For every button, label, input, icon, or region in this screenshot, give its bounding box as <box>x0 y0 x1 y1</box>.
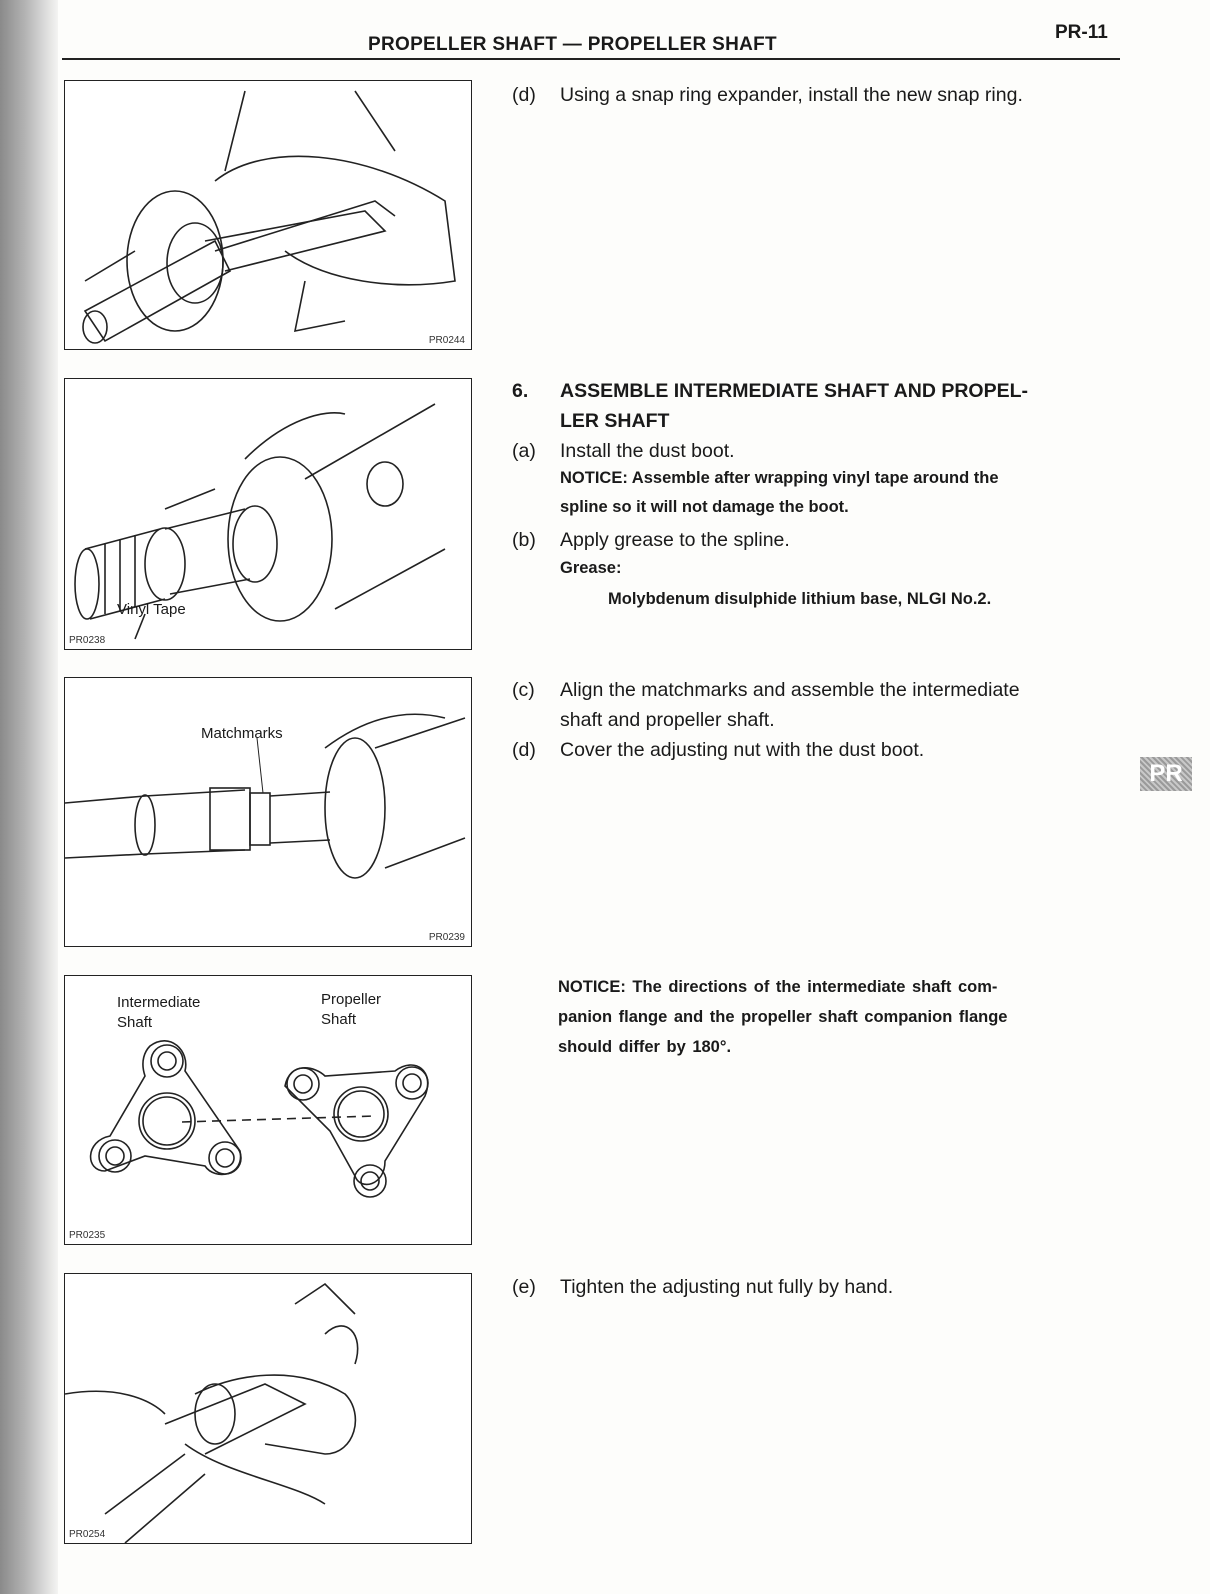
notice-line: spline so it will not damage the boot. <box>560 498 849 516</box>
step-key: (b) <box>512 529 536 551</box>
label-line: Intermediate <box>117 994 201 1011</box>
step-key: 6. <box>512 380 529 402</box>
snap-ring-illustration <box>65 81 471 349</box>
matchmarks-label: Matchmarks <box>201 725 283 742</box>
notice-line: should differ by 180°. <box>558 1038 732 1056</box>
step-6-heading <box>512 376 1028 436</box>
step-e <box>512 1272 893 1302</box>
step-key: (d) <box>512 739 536 761</box>
grease-value: Molybdenum disulphide lithium base, NLGI No.2. <box>608 590 992 608</box>
notice-vinyl-tape <box>560 464 999 522</box>
figure-dust-boot <box>64 378 472 650</box>
step-text: ASSEMBLE INTERMEDIATE SHAFT AND PROPEL- <box>560 380 1029 402</box>
step-a <box>512 436 735 466</box>
label-line: Propeller <box>321 991 382 1008</box>
label-line: Shaft <box>117 1014 153 1031</box>
step-d-cover-nut <box>512 735 924 765</box>
step-text: Tighten the adjusting nut fully by hand. <box>560 1276 894 1298</box>
figure-tighten-nut <box>64 1273 472 1544</box>
step-b <box>512 525 790 555</box>
figure-code: PR0239 <box>428 932 465 943</box>
figure-code: PR0254 <box>69 1529 106 1540</box>
step-text: Using a snap ring expander, install the new snap ring. <box>560 84 1023 106</box>
figure-code: PR0244 <box>428 335 465 346</box>
label-line: Shaft <box>321 1011 357 1028</box>
vinyl-tape-label: Vinyl Tape <box>117 601 186 618</box>
header-rule <box>62 58 1120 60</box>
step-text: shaft and propeller shaft. <box>560 709 775 731</box>
propeller-shaft-label <box>321 990 381 1030</box>
tighten-nut-illustration <box>65 1274 471 1543</box>
step-d-snap-ring <box>512 80 1023 110</box>
step-c <box>512 675 1020 735</box>
book-binding-shadow <box>0 0 58 1594</box>
step-text: LER SHAFT <box>560 410 670 432</box>
figure-snap-ring-expander <box>64 80 472 350</box>
figure-code: PR0238 <box>69 635 106 646</box>
notice-line: NOTICE: Assemble after wrapping vinyl tape around the <box>560 469 999 487</box>
grease-label: Grease: <box>560 559 622 577</box>
step-text: Cover the adjusting nut with the dust boot. <box>560 739 925 761</box>
step-key: (e) <box>512 1276 536 1298</box>
section-tab-pr: PR <box>1140 757 1192 791</box>
notice-line: NOTICE: The directions of the intermediate shaft com- <box>558 978 998 996</box>
notice-flange-direction <box>558 972 1007 1062</box>
step-text: Apply grease to the spline. <box>560 529 790 551</box>
step-key: (a) <box>512 440 536 462</box>
figure-companion-flanges <box>64 975 472 1245</box>
section-title: PROPELLER SHAFT — PROPELLER SHAFT <box>368 34 777 55</box>
step-key: (d) <box>512 84 536 106</box>
figure-matchmarks <box>64 677 472 947</box>
step-text: Install the dust boot. <box>560 440 735 462</box>
step-key: (c) <box>512 679 535 701</box>
intermediate-shaft-label <box>117 993 200 1033</box>
page-number: PR-11 <box>1055 22 1108 43</box>
figure-code: PR0235 <box>69 1230 106 1241</box>
matchmarks-illustration <box>65 678 471 946</box>
step-text: Align the matchmarks and assemble the intermediate <box>560 679 1020 701</box>
notice-line: panion flange and the propeller shaft companion flange <box>558 1008 1008 1026</box>
